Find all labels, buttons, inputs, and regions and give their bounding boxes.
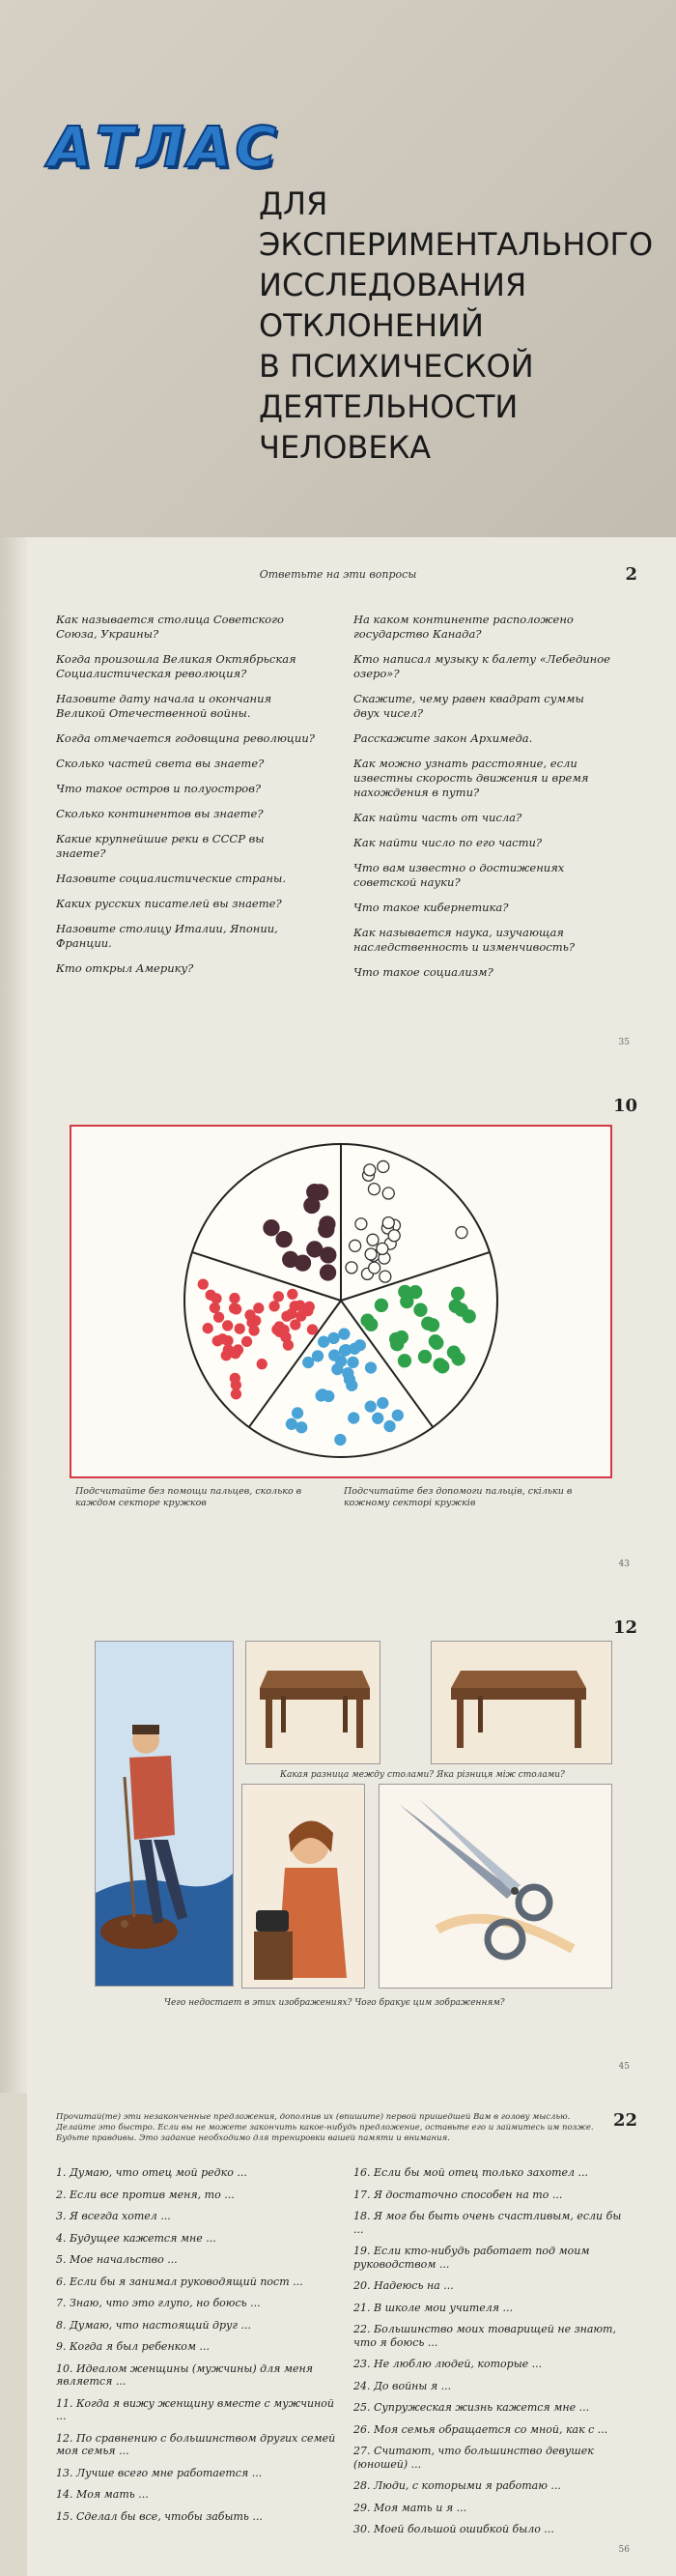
count-dot [463,1310,475,1323]
question: Как можно узнать расстояние, если известны скорость движения и время нахождения в пути? [353,757,589,799]
count-dot [367,1234,379,1245]
count-dot [203,1324,212,1333]
count-dot [364,1164,376,1176]
sentence-item: 2. Если все против меня, то ... [56,2188,235,2201]
question: Как найти часть от числа? [353,811,522,824]
subtitle-line: ОТКЛОНЕНИЙ [259,307,484,344]
page-binding [0,1590,27,2093]
question: Что такое остров и полуостров? [56,782,262,795]
count-dot [366,1362,377,1373]
count-dot [392,1410,403,1420]
count-dot [230,1294,239,1303]
count-dot [332,1364,343,1375]
page-pictures [0,1590,676,2093]
sentence-item: 22. Большинство моих товарищей не знают, что я боюсь ... [353,2323,616,2349]
count-dot [269,1302,279,1311]
sentence-item: 12. По сравнению с большинством других семей моя семья ... [56,2431,336,2457]
count-dot [223,1336,233,1346]
page-number: 2 [625,564,637,585]
count-dot [303,1306,313,1316]
count-dot [348,1357,358,1367]
question: Что такое кибернетика? [353,901,509,914]
page-sentences [0,2093,676,2576]
count-dot [369,1262,380,1274]
figure-caption-ru: Подсчитайте без помощи пальцев, сколько в каждом секторе кружков [75,1486,302,1508]
table-left-picture [245,1641,380,1764]
count-dot [210,1303,219,1313]
count-dot [368,1184,380,1195]
count-dot [235,1324,244,1333]
count-dot [355,1218,367,1230]
sentence-item: 17. Я достаточно способен на то ... [353,2188,563,2201]
question: На каком континенте расположено государство Канада? [353,613,574,641]
count-dot [321,1247,336,1263]
count-dot [287,1309,296,1319]
sentence-item: 30. Моей большой ошибкой было ... [353,2523,554,2535]
scissors-picture [379,1784,612,1989]
count-dot [307,1185,323,1200]
count-dot [391,1338,404,1351]
count-dot [264,1220,279,1236]
count-dot [349,1413,359,1423]
count-dot [223,1321,233,1331]
count-dot [335,1434,346,1445]
book-cover [0,0,676,537]
question: Назовите столицу Италии, Японии, Франции. [56,922,278,950]
question: Расскажите закон Архимеда. [353,731,533,745]
count-dot [320,1216,335,1232]
sentence-item: 20. Надеюсь на ... [353,2279,454,2292]
page-folio: 43 [618,1560,630,1569]
count-dot [340,1345,351,1356]
subtitle-line: ИССЛЕДОВАНИЯ [259,267,527,303]
count-dot [273,1292,283,1302]
count-dot [206,1290,215,1300]
count-dot [313,1351,324,1361]
count-dot [254,1303,264,1313]
count-dot [319,1336,329,1347]
question: Что такое социализм? [353,965,493,979]
count-dot [288,1289,297,1299]
missing-caption: Чего недостает в этих изображениях? Чого бракує цим зображенням? [164,1998,505,2008]
count-dot [247,1318,257,1328]
sentence-item: 21. В школе мои учителя ... [353,2301,514,2314]
page-number: 22 [612,2110,637,2131]
page-number: 12 [612,1617,637,1638]
question: Назовите социалистические страны. [56,872,286,885]
question: Когда отмечается годовщина революции? [56,731,315,745]
sentence-item: 25. Супружеская жизнь кажется мне ... [353,2401,590,2414]
page-header: Ответьте на эти вопросы [259,568,417,581]
count-dot [388,1230,400,1242]
count-dot [350,1240,361,1251]
count-dot [230,1373,239,1383]
count-dot [346,1262,357,1274]
count-dot [365,1401,376,1412]
page-folio: 56 [618,2545,630,2555]
count-dot [307,1325,317,1334]
page-binding [0,2093,27,2576]
sentence-item: 3. Я всегда хотел ... [56,2210,171,2222]
count-dot [382,1188,394,1199]
count-dot [318,1389,328,1400]
sentence-item: 28. Люди, с которыми я работаю ... [353,2479,561,2492]
question: Какие крупнейшие реки в СССР вы знаете? [56,832,265,860]
question: Кто написал музыку к балету «Лебединое озеро»? [353,652,610,680]
sentence-item: 1. Думаю, что отец мой редко ... [56,2166,247,2179]
count-dot [382,1217,394,1229]
count-dot [283,1251,298,1267]
count-dot [321,1265,336,1280]
count-dot [384,1420,395,1431]
count-dot [272,1325,282,1334]
sentence-item: 19. Если кто-нибудь работает под моим руководством ... [353,2245,590,2271]
question: Скажите, чему равен квадрат суммы двух чисел? [353,692,584,720]
sentence-item: 24. До войны я ... [353,2379,452,2392]
woman-telephone-picture [241,1784,365,1989]
question: Сколько континентов вы знаете? [56,807,264,820]
count-dot [221,1351,231,1360]
count-dot [231,1389,240,1399]
subtitle-line: В ПСИХИЧЕСКОЙ [259,348,534,385]
question: Как найти число по его части? [353,836,543,849]
count-dot [378,1398,388,1409]
cover-subtitle [259,184,653,468]
count-dot [437,1360,449,1373]
page-folio: 35 [618,1038,630,1047]
questions-right-column [353,613,612,990]
count-dot [378,1160,389,1172]
figure-caption-ua: Подсчитайте без допомоги пальців, скільки в кожному секторі кружків [344,1486,573,1508]
question: Как называется наука, изучающая наследственность и изменчивость? [353,926,576,954]
sentences-left-column [56,2166,336,2532]
sentence-item: 8. Думаю, что настоящий друг ... [56,2318,251,2332]
question: Когда произошла Великая Октябрьская Социалистическая революция? [56,652,296,680]
count-dot [380,1271,391,1282]
question: Кто открыл Америку? [56,961,194,975]
count-dot [409,1286,422,1299]
count-dot [214,1312,224,1322]
count-dot [303,1357,314,1367]
count-dot [276,1232,292,1247]
count-dot [414,1303,427,1316]
sentence-item: 7. Знаю, что это глупо, но боюсь ... [56,2297,261,2309]
page-folio: 45 [618,2062,630,2072]
count-dot [377,1243,388,1254]
sentence-item: 10. Идеалом женщины (мужчины) для меня является ... [56,2361,314,2388]
sentence-item: 14. Моя мать ... [56,2488,149,2501]
sentence-item: 26. Моя семья обращается со мной, как с ... [353,2422,608,2436]
count-dot [373,1413,383,1423]
count-dot [293,1408,303,1418]
count-dot [422,1317,435,1330]
sentence-item: 15. Сделал бы все, чтобы забыть ... [56,2509,263,2523]
count-dot [328,1332,339,1343]
sentence-item: 29. Моя мать и я ... [353,2501,467,2514]
question: Что вам известно о достижениях советской науки? [353,861,565,889]
instructions-text: Прочитай(те) эти незаконченные предложения, дополнив их (впишите) первой пришедшей Вам в голову мыслью. Делайте это быстро. Если вы не можете закончить какое-нибудь предложение, оставьте его и займитесь им позже. Будьте правдивы. Это задание необходимо для тренировки вашей памяти и внимания. [56,2112,594,2143]
count-dot [398,1355,410,1367]
page-binding [0,1069,27,1590]
sentence-item: 9. Когда я был ребенком ... [56,2340,210,2353]
count-dot [234,1345,243,1355]
count-dot [447,1346,460,1359]
count-dot [456,1227,467,1239]
sentence-item: 16. Если бы мой отец только захотел ... [353,2166,589,2179]
count-dot [291,1320,300,1330]
count-dot [304,1197,320,1213]
table-right-picture [431,1641,612,1764]
subtitle-line: ЭКСПЕРИМЕНТАЛЬНОГО [259,226,654,263]
count-dot [296,1422,307,1433]
sector-circle-figure [71,1127,610,1476]
count-dot [365,1248,377,1260]
question: Назовите дату начала и окончания Великой Отечественной войны. [56,692,272,720]
page-questions [0,537,676,1069]
man-digging-picture [95,1641,234,1987]
sentence-item: 5. Мое начальство ... [56,2253,178,2266]
count-dot [286,1418,296,1429]
counting-frame [70,1125,612,1478]
subtitle-line: ЧЕЛОВЕКА [259,429,432,466]
sentence-item: 6. Если бы я занимал руководящий пост ... [56,2275,303,2288]
page-binding [0,537,27,1069]
count-dot [431,1336,443,1349]
count-dot [365,1318,378,1331]
sentence-item: 4. Будущее кажется мне ... [56,2231,216,2245]
sentence-item: 11. Когда я вижу женщину вместе с мужчиной ... [56,2396,335,2422]
count-dot [350,1343,360,1354]
subtitle-line: ДЕЯТЕЛЬНОСТИ [259,388,519,425]
count-dot [230,1303,239,1313]
count-dot [242,1336,252,1346]
count-dot [257,1360,267,1369]
count-dot [375,1299,387,1311]
count-dot [339,1329,350,1339]
question: Сколько частей света вы знаете? [56,757,265,770]
sentence-item: 23. Не люблю людей, которые ... [353,2358,543,2370]
questions-left-column [56,613,315,987]
page-circle-counting [0,1069,676,1590]
question: Каких русских писателей вы знаете? [56,897,282,910]
question: Как называется столица Советского Союза, Украины? [56,613,284,641]
count-dot [198,1279,208,1289]
count-dot [418,1351,431,1363]
count-dot [281,1332,291,1342]
page-number: 10 [612,1096,637,1116]
tables-caption: Какая разница между столами? Яка різниця між столами? [280,1770,565,1780]
sentence-item: 27. Считают, что большинство девушек (юношей) ... [353,2445,594,2471]
sentence-item: 13. Лучше всего мне работается ... [56,2466,263,2479]
sentences-right-column [353,2166,624,2545]
count-dot [343,1368,353,1379]
cover-title: АТЛАС [48,114,281,180]
subtitle-line: ДЛЯ [259,186,328,222]
sentence-item: 18. Я мог бы быть очень счастливым, если бы ... [353,2210,622,2236]
count-dot [452,1287,465,1300]
